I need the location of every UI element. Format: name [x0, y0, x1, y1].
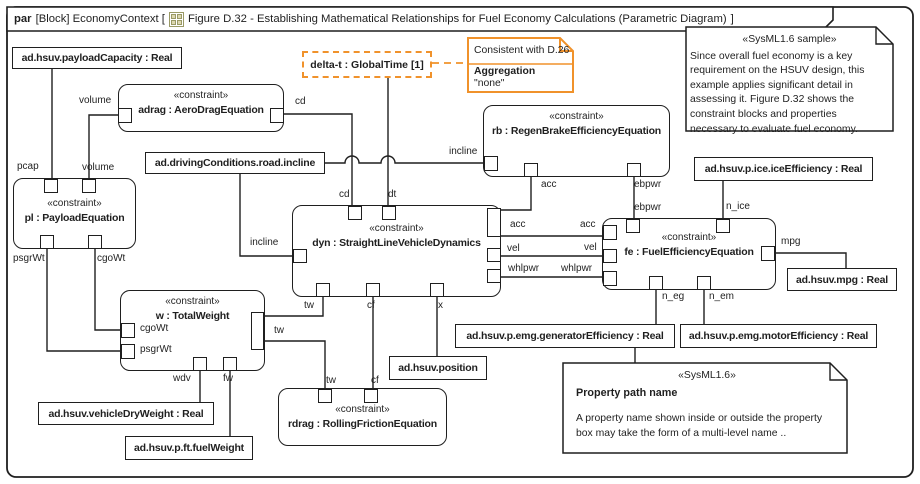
port-fe-neg[interactable]	[649, 276, 663, 290]
port-dyn-vel[interactable]	[487, 248, 501, 262]
port-fe-nice[interactable]	[716, 219, 730, 233]
pin-label-incline-dyn: incline	[250, 237, 279, 248]
port-fe-acc[interactable]	[603, 225, 617, 240]
property-label: ad.drivingConditions.road.incline	[154, 157, 316, 169]
pin-label-volume-adrag: volume	[79, 95, 112, 106]
stereotype-label: «constraint»	[335, 404, 390, 415]
port-dyn-x[interactable]	[430, 283, 444, 297]
delta-t-label: delta-t : GlobalTime [1]	[310, 58, 424, 71]
stereotype-label: «constraint»	[549, 111, 604, 122]
property-path-note-stereotype: «SysML1.6»	[678, 370, 736, 381]
port-w-fw[interactable]	[223, 357, 237, 371]
pin-label-acc-dyn: acc	[510, 219, 526, 230]
aggregation-note-header: Consistent with D.26	[474, 45, 570, 56]
diagram-title-close-bracket: ]	[730, 13, 734, 25]
sample-note-line: necessary to evaluate fuel economy.	[690, 123, 858, 135]
port-rb-incline[interactable]	[484, 156, 498, 171]
stereotype-label: «constraint»	[173, 90, 229, 101]
pin-label-nice-fe: n_ice	[726, 201, 750, 212]
sample-note-line: assessing it. Figure D.32 shows the	[690, 94, 855, 106]
port-dyn-whlpwr[interactable]	[487, 269, 501, 283]
port-pl-cgowt[interactable]	[88, 235, 102, 249]
property-path-note-title: Property path name	[576, 386, 678, 399]
pin-label-acc-fe: acc	[580, 219, 596, 230]
pin-label-mpg-fe: mpg	[781, 236, 801, 247]
port-fe-nem[interactable]	[697, 276, 711, 290]
property-path-note-line: box may take the form of a multi-level name ..	[576, 427, 787, 439]
port-dyn-acc[interactable]	[487, 208, 501, 237]
pin-label-wdv: wdv	[173, 373, 191, 384]
port-rdrag-tw[interactable]	[318, 389, 332, 403]
wire-tw-w-rdrag[interactable]	[264, 341, 325, 389]
sample-note-line: requirement on the HSUV design, this	[690, 65, 865, 77]
constraint-block-rdrag[interactable]	[278, 388, 447, 446]
pin-label-psgrwt-pl: psgrWt	[13, 253, 45, 264]
property-label: ad.hsuv.mpg : Real	[796, 273, 888, 286]
wire-mpg-fe-mpgbox[interactable]	[775, 253, 846, 268]
pin-label-cd-dyn: cd	[339, 189, 350, 200]
pin-label-dt-dyn: dt	[388, 189, 397, 200]
sample-note-line: constraint blocks and properties	[690, 108, 837, 120]
constraint-block-adrag[interactable]	[118, 84, 284, 132]
stereotype-label: «constraint»	[369, 223, 424, 234]
pin-label-whlpwr-fe: whlpwr	[561, 263, 593, 274]
constraint-name: w : TotalWeight	[155, 310, 230, 322]
property-box-position[interactable]	[389, 356, 487, 380]
pin-label-whlpwr-dyn: whlpwr	[508, 263, 540, 274]
pin-label-psgrwt-w: psgrWt	[140, 344, 172, 355]
diagram-context-label: [Block] EconomyContext [	[35, 13, 165, 25]
pin-label-vel-fe: vel	[584, 242, 597, 253]
pin-label-cgowt-w: cgoWt	[140, 323, 169, 334]
constraint-name: dyn : StraightLineVehicleDynamics	[312, 237, 481, 249]
constraint-block-pl[interactable]	[13, 178, 136, 249]
pin-label-tw-w: tw	[274, 325, 284, 336]
constraint-name: rdrag : RollingFrictionEquation	[288, 418, 437, 430]
property-box-mpg[interactable]	[787, 268, 897, 291]
property-box-road-incline[interactable]	[145, 152, 325, 174]
property-label: ad.hsuv.position	[398, 362, 478, 374]
pin-label-fw: fw	[223, 373, 233, 384]
constraint-name: rb : RegenBrakeEfficiencyEquation	[491, 125, 662, 137]
pin-label-cf-rdrag: cf	[371, 375, 379, 386]
port-adrag-cd[interactable]	[270, 108, 284, 123]
constraint-block-rb[interactable]	[483, 105, 670, 177]
pin-label-tw-rdrag: tw	[326, 375, 336, 386]
port-w-psgrwt[interactable]	[121, 344, 135, 359]
property-label: ad.hsuv.p.emg.generatorEfficiency : Real	[466, 330, 664, 342]
port-adrag-volume[interactable]	[118, 108, 132, 123]
pin-label-neg-fe: n_eg	[662, 291, 685, 302]
pin-label-vel-dyn: vel	[507, 243, 520, 254]
port-fe-vel[interactable]	[603, 249, 617, 263]
port-dyn-tw[interactable]	[316, 283, 330, 297]
port-dyn-cd[interactable]	[348, 206, 362, 220]
port-fe-ebpwr[interactable]	[626, 219, 640, 233]
pin-label-nem-fe: n_em	[709, 291, 735, 302]
stereotype-label: «constraint»	[661, 232, 717, 243]
diagram-kind-label: par	[14, 13, 32, 25]
port-pl-psgrwt[interactable]	[40, 235, 54, 249]
constraint-name: adrag : AeroDragEquation	[138, 104, 264, 116]
constraint-name: fe : FuelEfficiencyEquation	[624, 246, 754, 258]
pin-label-cgowt-pl: cgoWt	[97, 253, 126, 264]
pin-label-cd-adrag: cd	[295, 96, 306, 107]
sample-note-line: example applies significant detail in	[690, 79, 853, 91]
aggregation-note-value: "none"	[474, 78, 505, 89]
property-label: ad.hsuv.p.ice.iceEfficiency : Real	[704, 163, 863, 175]
port-dyn-incline[interactable]	[293, 249, 307, 263]
property-label: ad.hsuv.payloadCapacity : Real	[21, 52, 173, 64]
property-label: ad.hsuv.p.emg.motorEfficiency : Real	[688, 330, 869, 342]
pin-label-cf-dyn: cf	[367, 300, 375, 311]
pin-label-pcap: pcap	[17, 161, 39, 172]
pin-label-x-dyn: x	[438, 300, 443, 311]
port-dyn-cf[interactable]	[366, 283, 380, 297]
sample-note-text	[690, 33, 889, 137]
port-w-tw[interactable]	[251, 312, 264, 350]
stereotype-label: «constraint»	[47, 198, 102, 209]
sample-note-stereotype: «SysML1.6 sample»	[742, 34, 837, 45]
pin-label-tw-dyn: tw	[304, 300, 314, 311]
port-w-cgowt[interactable]	[121, 323, 135, 338]
diagram-header	[14, 10, 734, 28]
pin-label-acc-rb: acc	[541, 179, 557, 190]
property-path-note-text	[576, 369, 838, 441]
aggregation-note-title: Aggregation	[474, 66, 536, 77]
port-dyn-dt[interactable]	[382, 206, 396, 220]
port-pl-volume[interactable]	[82, 179, 96, 193]
port-pl-pcap[interactable]	[44, 179, 58, 193]
property-box-generator-efficiency[interactable]	[455, 324, 675, 348]
property-path-note-line: A property name shown inside or outside the property	[576, 413, 823, 425]
pin-label-volume-pl: volume	[82, 162, 115, 173]
delta-t-reference-box[interactable]	[302, 51, 432, 78]
property-box-fuel-weight[interactable]	[125, 436, 253, 460]
port-rb-acc[interactable]	[524, 163, 538, 177]
wire-acc-rb-dyn[interactable]	[501, 177, 531, 210]
port-fe-mpg[interactable]	[761, 246, 775, 261]
pin-label-ebpwr-fe: ebpwr	[634, 202, 662, 213]
wire-psgrwt-pl-w[interactable]	[47, 249, 121, 351]
sample-note-line: Since overall fuel economy is a key	[690, 50, 853, 62]
constraint-name: pl : PayloadEquation	[24, 212, 125, 224]
pin-label-incline-rb: incline	[449, 146, 478, 157]
stereotype-label: «constraint»	[165, 296, 220, 307]
property-box-vehicle-dry-weight[interactable]	[38, 402, 214, 425]
pin-label-ebpwr-rb: ebpwr	[634, 179, 662, 190]
property-box-motor-efficiency[interactable]	[680, 324, 877, 348]
port-w-wdv[interactable]	[193, 357, 207, 371]
wire-tw-dyn-w[interactable]	[265, 297, 323, 316]
diagram-title: Figure D.32 - Establishing Mathematical Relationships for Fuel Economy Calculations (Parametric Diagram)	[187, 13, 727, 25]
property-box-ice-efficiency[interactable]	[694, 157, 873, 181]
port-fe-whlpwr[interactable]	[603, 271, 617, 286]
property-label: ad.hsuv.p.ft.fuelWeight	[134, 442, 244, 454]
port-rdrag-cf[interactable]	[364, 389, 378, 403]
wire-incline-box-rb[interactable]	[325, 156, 484, 163]
property-label: ad.hsuv.vehicleDryWeight : Real	[48, 407, 204, 420]
port-rb-ebpwr[interactable]	[627, 163, 641, 177]
property-box-payload-capacity[interactable]	[12, 47, 182, 69]
parametric-diagram-icon	[169, 12, 184, 27]
